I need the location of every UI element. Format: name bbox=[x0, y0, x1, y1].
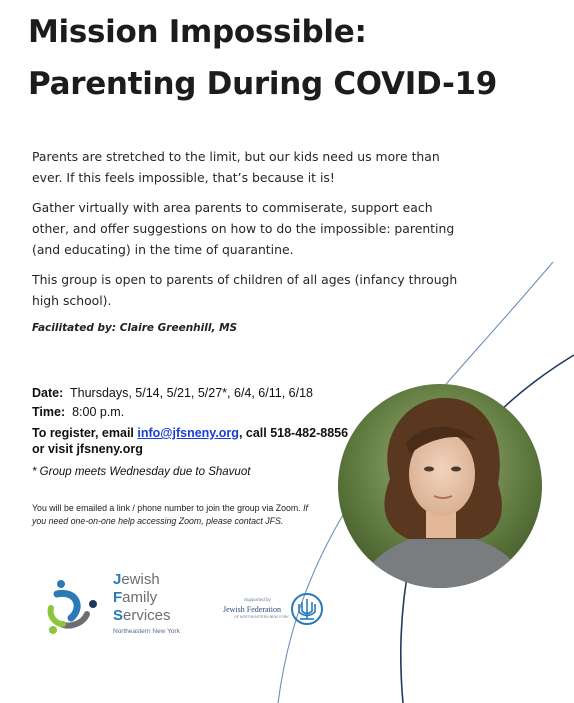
register-prefix: To register, email bbox=[32, 426, 134, 440]
register-suffix: , call 518-482-8856 or visit jfsneny.org bbox=[32, 426, 349, 456]
jfs-line-family: Family bbox=[113, 589, 158, 606]
jfs-logo-mark bbox=[47, 574, 107, 641]
intro-paragraph-2: Gather virtually with area parents to commiserate, support each other, and offer suggestions on how to do the impossible: parenting (and educating) in the time of quarantine. bbox=[32, 200, 455, 257]
jfs-line-services: Services bbox=[113, 607, 171, 624]
title-line-2: Parenting During COVID-19 bbox=[28, 66, 498, 102]
shavuot-footnote: * Group meets Wednesday due to Shavuot bbox=[32, 466, 251, 478]
time-value: 8:00 p.m. bbox=[72, 405, 125, 419]
date-value: Thursdays, 5/14, 5/21, 5/27*, 6/4, 6/11, 6/18 bbox=[70, 386, 313, 400]
date-row bbox=[32, 384, 352, 403]
register-email-link[interactable]: info@jfsneny.org bbox=[137, 426, 239, 440]
federation-subtitle: OF NORTHEASTERN NEW YORK bbox=[234, 615, 289, 619]
facilitator-credit: Facilitated by: Claire Greenhill, MS bbox=[32, 322, 238, 334]
menorah-icon bbox=[290, 592, 324, 631]
date-label: Date: bbox=[32, 386, 64, 400]
title-line-1: Mission Impossible: bbox=[28, 14, 367, 50]
federation-name: Jewish Federation bbox=[223, 605, 281, 614]
zoom-instructions bbox=[32, 502, 322, 528]
page-title bbox=[28, 6, 548, 110]
facilitator-photo bbox=[338, 384, 542, 588]
event-details bbox=[32, 384, 352, 478]
jfs-subtitle: Northeastern New York bbox=[113, 628, 180, 635]
register-info bbox=[32, 425, 352, 457]
jfs-logo-text bbox=[113, 571, 171, 625]
jfs-line-jewish: Jewish bbox=[113, 571, 160, 588]
time-row bbox=[32, 403, 352, 422]
federation-supported-by: Supported by bbox=[244, 597, 271, 602]
time-label: Time: bbox=[32, 405, 66, 419]
zoom-help-text: If you need one-on-one help accessing Zoom, please contact JFS. bbox=[32, 503, 308, 526]
zoom-text: You will be emailed a link / phone number to join the group via Zoom. bbox=[32, 503, 301, 513]
intro-paragraph-3: This group is open to parents of children of all ages (infancy through high school). bbox=[32, 272, 458, 308]
intro-paragraph-1: Parents are stretched to the limit, but our kids need us more than ever. If this feels impossible, that’s because it is! bbox=[32, 149, 440, 185]
